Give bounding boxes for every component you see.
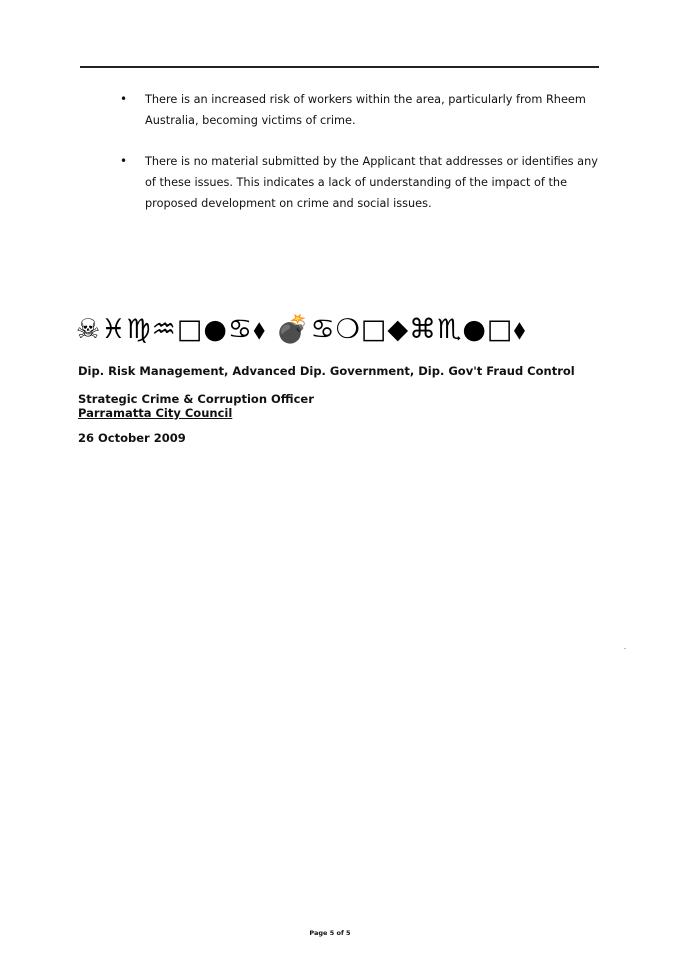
author-name-wingdings: ☠♓♍♒□●♋⬧ 💣♋❍□◆⌘♏●□⬧ — [76, 314, 527, 345]
bullet-marker: • — [120, 92, 128, 106]
header-divider — [80, 66, 599, 68]
bullet-marker: • — [120, 154, 128, 168]
bullet-text: There is an increased risk of workers within the area, particularly from Rheem Australia, becoming victims of crime. — [145, 93, 586, 127]
scan-speck — [624, 648, 626, 649]
author-organisation: Parramatta City Council — [78, 406, 233, 420]
document-date: 26 October 2009 — [78, 431, 186, 445]
bullet-text: There is no material submitted by the Applicant that addresses or identifies any of these issues. This indicates a lack of understanding of the impact of the proposed development on crime and social issues. — [145, 155, 598, 210]
page-number: Page 5 of 5 — [309, 929, 351, 937]
author-qualifications: Dip. Risk Management, Advanced Dip. Government, Dip. Gov't Fraud Control — [78, 364, 575, 378]
author-position: Strategic Crime & Corruption Officer — [78, 392, 314, 406]
